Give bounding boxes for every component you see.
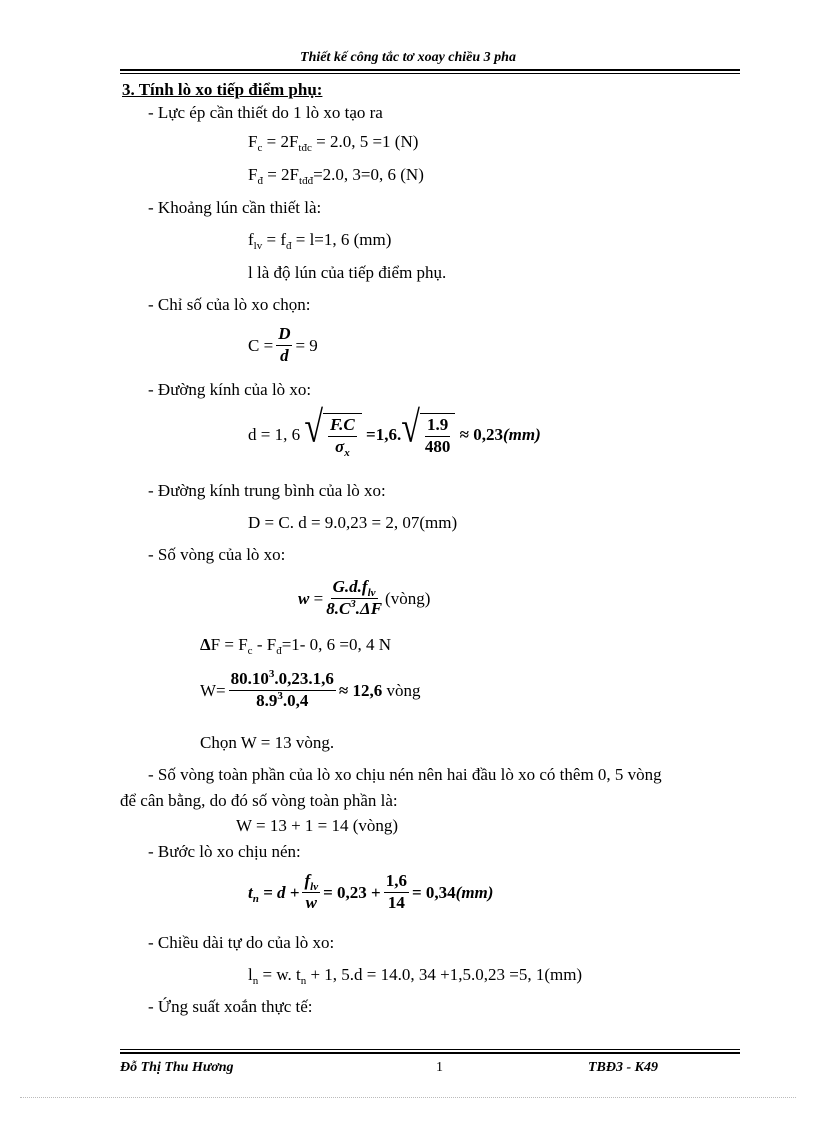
footer-class: TBĐ3 - K49 xyxy=(588,1060,658,1075)
text-line: - Chiều dài tự do của lò xo: xyxy=(148,933,335,952)
text-line: Chọn W = 13 vòng. xyxy=(200,733,335,752)
page-edge-dots xyxy=(20,1097,796,1098)
text-line: - Đường kính trung bình của lò xo: xyxy=(148,481,386,500)
formula-w: w = $\frac{G.d.f_{lv}}{8.C^3.\Delta F}$ (vòng) xyxy=(298,577,431,618)
formula-deltaF: $\Delta F = F_c - F_đ=1-$ 0, 6 =0, 4 N xyxy=(200,635,392,657)
text-line: để cân bằng, do đó số vòng toàn phần là: xyxy=(120,791,398,810)
header-rule-thin xyxy=(120,73,740,74)
formula-flv: $f_{lv} = f_đ = l=1$, 6 (mm) xyxy=(248,230,392,252)
formula-W: W= $\frac{80.10^3.0,23.1,6}{8.9^3.0,4}$ ≈ 12,6 vòng xyxy=(200,668,421,710)
formula-c: C = $\frac{D}{d}$ = 9 xyxy=(248,324,318,365)
section-heading: 3. Tính lò xo tiếp điểm phụ: xyxy=(122,80,323,99)
text-line: - Khoảng lún cần thiết là: xyxy=(148,198,322,217)
formula-t: $t_n = d$ + $\frac{f_{lv}}{w}$ = 0,23 + $\frac{1,6}{14}$ = 0,34(mm) xyxy=(248,871,494,912)
text-line: - Chỉ số của lò xo chọn: xyxy=(148,295,311,314)
formula-D: D = C. d = 9.0,23 = 2, 07(mm) xyxy=(248,513,458,532)
footer-author: Đỗ Thị Thu Hương xyxy=(120,1060,234,1075)
text-line: - Số vòng toàn phần của lò xo chịu nén nên hai đầu lò xo có thêm 0, 5 vòng xyxy=(148,765,662,784)
footer-rule xyxy=(120,1052,740,1054)
footer-rule-thin xyxy=(120,1049,740,1050)
formula-fd: $F_đ = 2F_{tđđ}=2.0$, 3=0, 6 (N) xyxy=(248,165,424,187)
text-line: - Lực ép cần thiết do 1 lò xo tạo ra xyxy=(148,103,383,122)
page-header-title: Thiết kế công tắc tơ xoay chiều 3 pha xyxy=(300,50,516,65)
formula-fc: $F_c = 2F_{tđc} = 2.0$, 5 =1 (N) xyxy=(248,132,419,154)
page-number: 1 xyxy=(436,1060,443,1075)
text-line: - Đường kính của lò xo: xyxy=(148,380,312,399)
text-line: l là độ lún của tiếp điểm phụ. xyxy=(248,263,447,282)
header-rule xyxy=(120,69,740,71)
text-line: - Ứng suất xoắn thực tế: xyxy=(148,997,313,1016)
text-line: - Số vòng của lò xo: xyxy=(148,545,286,564)
text-line: - Bước lò xo chịu nén: xyxy=(148,842,301,861)
formula-W-total: W = 13 + 1 = 14 (vòng) xyxy=(236,816,399,835)
formula-d: d = 1, 6 √ $\frac{F.C}{\sigma_x}$ =1,6. √ $\frac{1.9}{480}$ ≈ 0,23(mm) xyxy=(248,403,541,459)
formula-ln: $l_n = w$. $t_n + 1$, 5.d = 14.0, 34 +1,5.0,23 =5, 1(mm) xyxy=(248,965,583,987)
